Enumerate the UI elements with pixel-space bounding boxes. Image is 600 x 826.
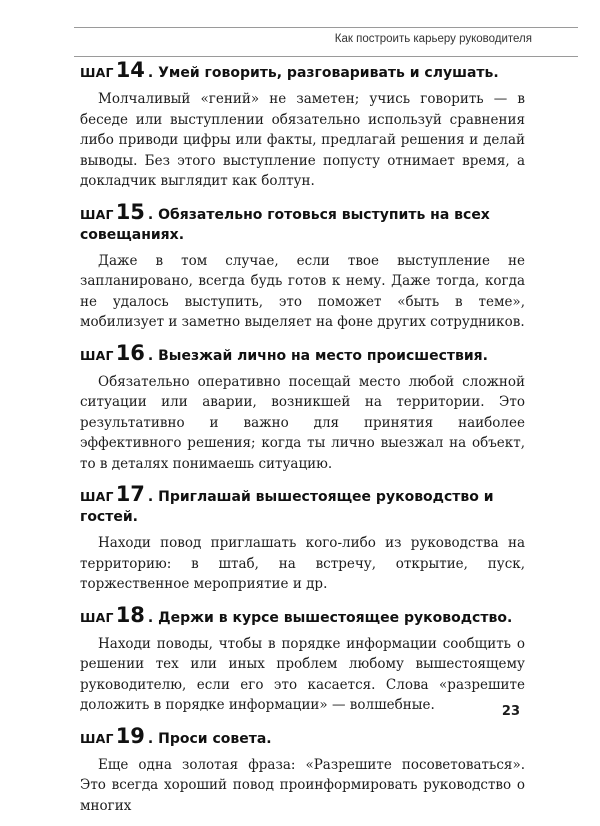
step-number: 16 [115, 340, 145, 365]
step-title: . Умей говорить, разговаривать и слушать. [147, 65, 499, 81]
step-word: ШАГ [80, 609, 114, 625]
step-body: Еще одна золотая фраза: «Разрешите посоветоваться». Это всегда хороший повод проинформировать руководство о многих [80, 756, 525, 814]
step-word: ШАГ [80, 489, 114, 504]
step-word: ШАГ [80, 347, 114, 363]
step-number: 17 [115, 482, 145, 506]
page-content [80, 60, 525, 826]
step-title: . Выезжай лично на место происшествия. [147, 347, 488, 364]
step-body: Обязательно оперативно посещай место любой сложной ситуации или аварии, возникшей на территории. Это результативно и важно для принятия наиболее эффективного решения; когда ты лично выезжал на объект, то в деталях понимаешь ситуацию. [80, 373, 525, 472]
step-17 [80, 484, 525, 595]
step-body: Молчаливый «гений» не заметен; учись говорить — в беседе или выступлении обязательно используй сравнения либо приводи цифры или факты, предлагай решения и делай выводы. Без этого выступление попусту отнимает время, а докладчик выглядит как болтун. [80, 91, 525, 189]
step-15 [80, 199, 525, 333]
page-number: 23 [501, 704, 520, 719]
step-body: Даже в том случае, если твое выступление не запланировано, всегда будь готов к нему. Даже тогда, когда не удалось выступить, это поможет «быть в теме», мобилизует и заметно выделяет на фоне других сотрудников. [80, 252, 525, 330]
step-heading [80, 340, 525, 366]
step-title: . Обязательно готовься выступить на всех совещаниях. [80, 206, 490, 243]
running-title: Как построить карьеру руководителя [334, 33, 532, 45]
step-number: 19 [115, 723, 145, 748]
step-body: Находи повод приглашать кого-либо из руководства на территорию: в штаб, на встречу, открытие, пуск, торжественное мероприятие и др. [80, 535, 525, 592]
step-heading [80, 484, 525, 527]
step-word: ШАГ [80, 65, 114, 80]
step-16 [80, 340, 525, 475]
step-title: . Проси совета. [147, 730, 272, 747]
step-14 [80, 60, 525, 192]
step-heading [80, 60, 525, 83]
step-word: ШАГ [80, 730, 114, 746]
step-number: 15 [115, 199, 145, 224]
step-title: . Держи в курсе вышестоящее руководство. [147, 609, 513, 626]
step-number: 18 [115, 602, 145, 627]
step-body: Находи поводы, чтобы в порядке информации сообщить о решении тех или иных проблем любому вышестоящему руководителю, если его это касается. Слова «разрешите доложить в порядке информации» — волшебные. [80, 635, 525, 713]
step-heading [80, 199, 525, 245]
step-word: ШАГ [80, 206, 114, 222]
step-number: 14 [115, 58, 145, 82]
step-title: . Приглашай вышестоящее руководство и гостей. [80, 489, 494, 525]
step-19 [80, 723, 525, 817]
step-heading [80, 602, 525, 628]
step-heading [80, 723, 525, 749]
step-18 [80, 602, 525, 716]
